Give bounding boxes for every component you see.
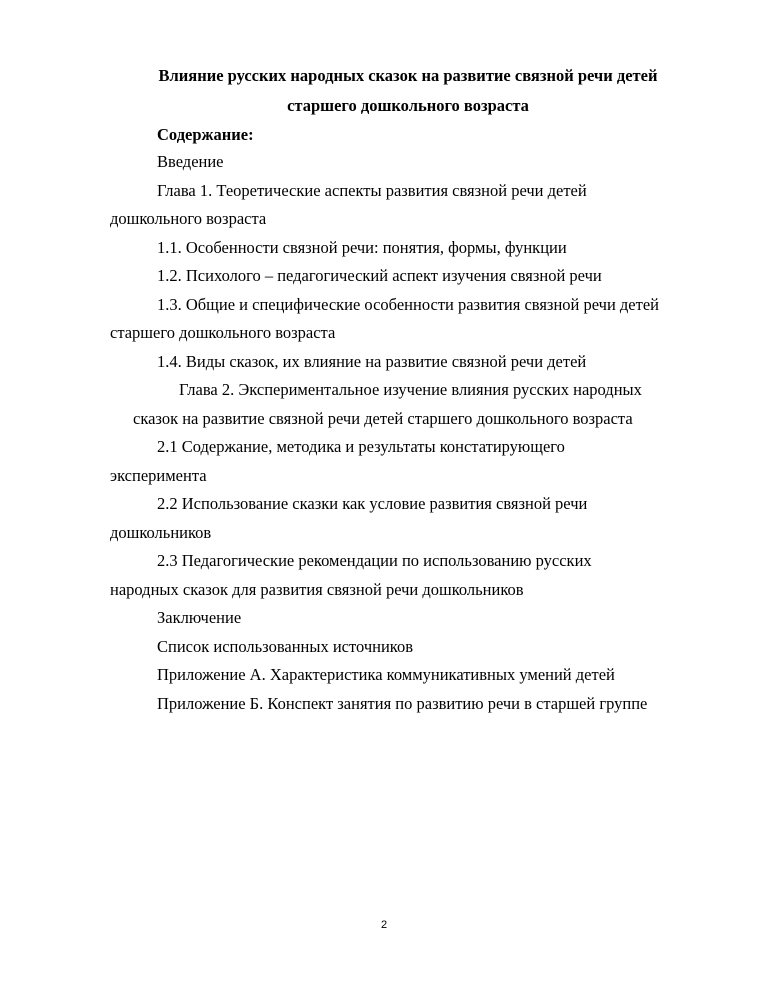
toc-item-appendix-b: Приложение Б. Конспект занятия по развитию речи в старшей группе: [157, 694, 648, 713]
document-title-line-2: старшего дошкольного возраста: [287, 96, 529, 115]
toc-item-2-3: 2.3 Педагогические рекомендации по использованию русских: [157, 551, 592, 570]
toc-item-2-1: 2.1 Содержание, методика и результаты констатирующего: [157, 437, 565, 456]
toc-item-2-2: 2.2 Использование сказки как условие развития связной речи: [157, 494, 588, 513]
toc-item-2-3-cont: народных сказок для развития связной речи дошкольников: [110, 580, 524, 599]
toc-item-chapter-1: Глава 1. Теоретические аспекты развития связной речи детей: [157, 181, 587, 200]
toc-item-2-1-cont: эксперимента: [110, 466, 207, 485]
toc-item-2-2-cont: дошкольников: [110, 523, 212, 542]
toc-item-1-3-cont: старшего дошкольного возраста: [110, 323, 336, 342]
toc-item-1-1: 1.1. Особенности связной речи: понятия, формы, функции: [157, 238, 567, 257]
toc-item-appendix-a: Приложение А. Характеристика коммуникативных умений детей: [157, 665, 615, 684]
toc-item-references: Список использованных источников: [157, 637, 413, 656]
toc-item-chapter-2-cont: сказок на развитие связной речи детей старшего дошкольного возраста: [133, 409, 633, 428]
toc-item-1-4: 1.4. Виды сказок, их влияние на развитие связной речи детей: [157, 352, 587, 371]
toc-item-chapter-1-cont: дошкольного возраста: [110, 209, 267, 228]
toc-item-chapter-2: Глава 2. Экспериментальное изучение влияния русских народных: [179, 380, 642, 399]
toc-item-introduction: Введение: [157, 152, 224, 171]
contents-heading: Содержание:: [157, 125, 254, 144]
toc-item-1-3: 1.3. Общие и специфические особенности развития связной речи детей: [157, 295, 659, 314]
toc-item-conclusion: Заключение: [157, 608, 242, 627]
page-number: 2: [380, 919, 388, 931]
toc-item-1-2: 1.2. Психолого – педагогический аспект изучения связной речи: [157, 266, 602, 285]
document-title-line-1: Влияние русских народных сказок на развитие связной речи детей: [158, 66, 658, 85]
